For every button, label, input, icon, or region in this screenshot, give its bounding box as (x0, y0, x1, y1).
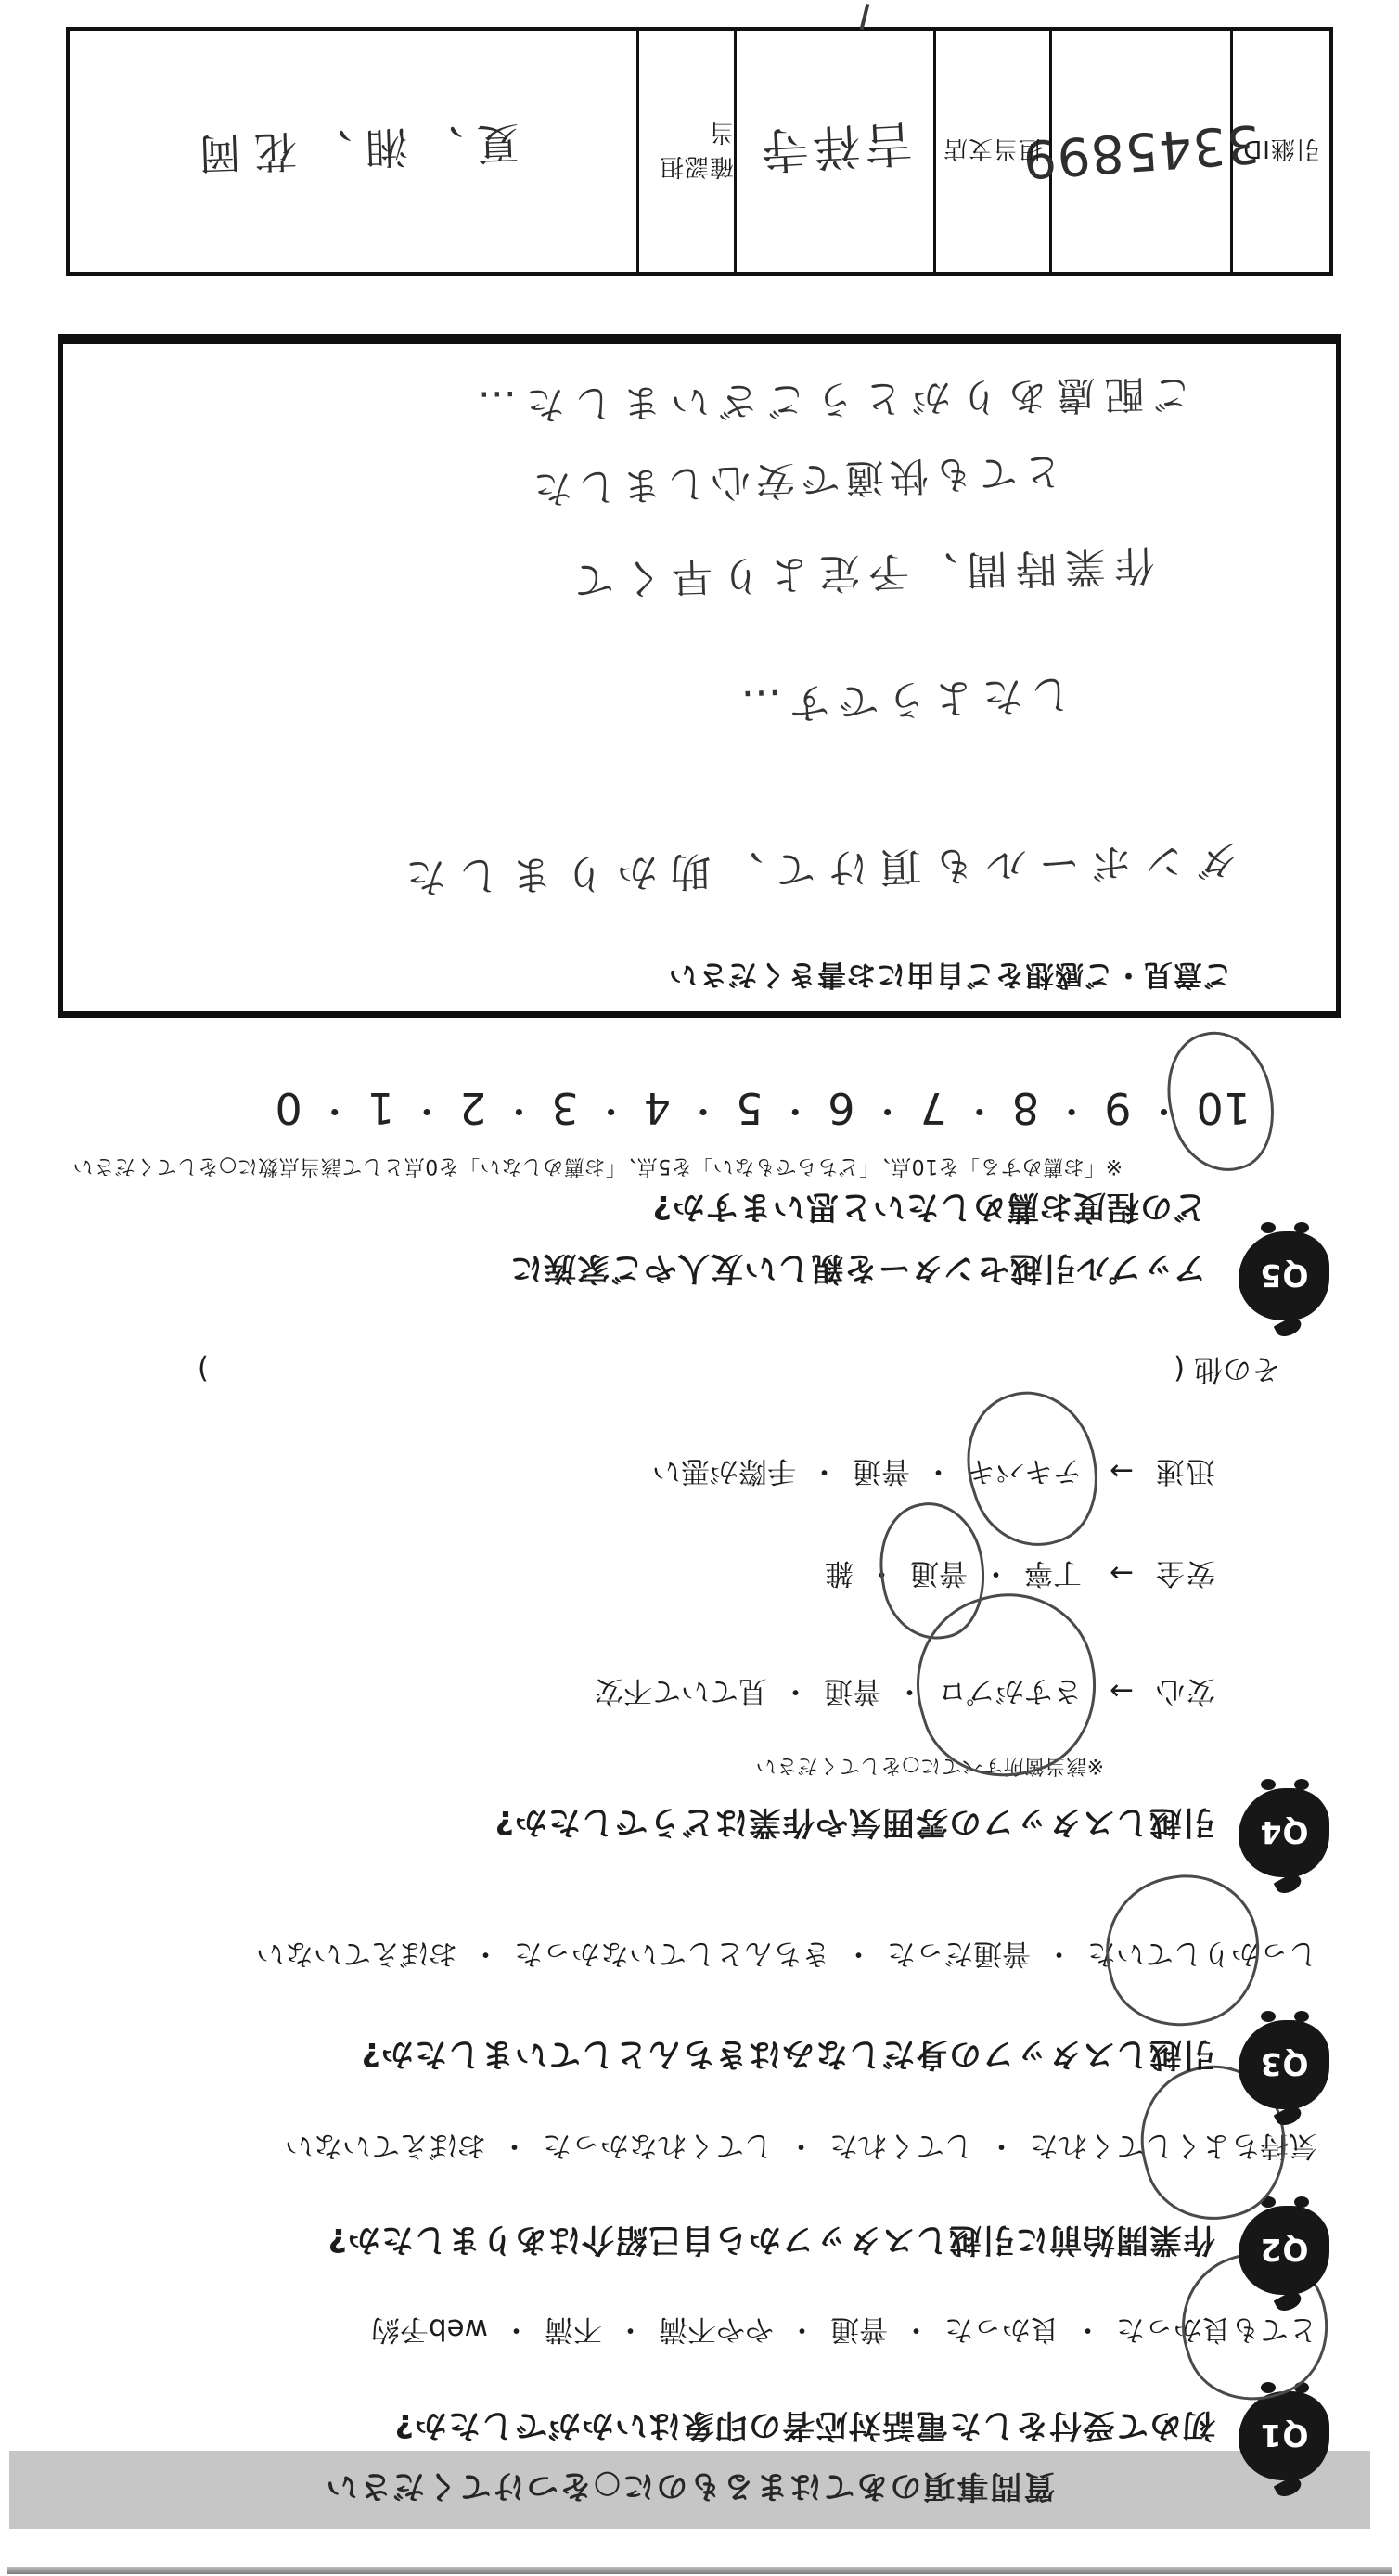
q1-option: 良かった (944, 2312, 1059, 2346)
q1-option: 普通 (830, 2312, 888, 2346)
arrow-right-icon: → (1110, 1674, 1134, 1707)
section-header-title: 質問事項のあてはまるものに○をつけてください (324, 2467, 1056, 2505)
scan-edge-strip (7, 2567, 1392, 2574)
q4-row2-option-selected: テキパキ (967, 1453, 1082, 1495)
comment-box-label: ご意見・ご感想をご自由にお書きください (668, 958, 1232, 991)
q2-option-selected: 気持ちよくしてくれた (1030, 2128, 1317, 2170)
scale-value: 9 (1104, 1083, 1132, 1133)
checker-value: 夏、湘、花岡 (185, 117, 521, 180)
foot-icon (1261, 2196, 1276, 2208)
q2-options: 気持ちよくしてくれた・してくれた・してくれなかった・おぼえていない (285, 2128, 1317, 2170)
q2-option: してくれなかった (543, 2129, 773, 2162)
stray-pen-stroke (860, 4, 870, 30)
q1-title: 初めて受付をした電話対応者の印象はいかがでしたか? (393, 2406, 1215, 2443)
staff-header-table (66, 27, 1333, 276)
branch-label: 担当支店 (943, 135, 1044, 163)
q4-other-row (198, 1351, 1280, 1393)
q1-option: 不満 (545, 2312, 602, 2346)
scale-value: 6 (828, 1083, 855, 1133)
q2-label: Q2 (1259, 2232, 1309, 2269)
q4-row0-option: 見ていて不安 (595, 1674, 768, 1707)
scale-value: 1 (366, 1083, 395, 1133)
q3-label: Q3 (1259, 2046, 1309, 2083)
scale-value: 2 (459, 1083, 487, 1133)
scale-value: 4 (643, 1083, 671, 1133)
q1-label: Q1 (1259, 2417, 1309, 2454)
q5-rating-scale: 10・9・8・7・6・5・4・3・2・1・0 (275, 1083, 1251, 1140)
branch-value: 吉祥寺 (755, 114, 915, 178)
arrow-right-icon: → (1110, 1556, 1134, 1590)
q4-note: ※該当箇所すべてに○をしてください (755, 1754, 1104, 1777)
q4-row0-option-selected: さすがプロ (938, 1673, 1082, 1715)
q4-row2-option: 手際が悪い (652, 1454, 797, 1488)
q3-balloon-icon (1235, 2013, 1329, 2117)
q2-option: してくれた (829, 2129, 973, 2162)
open-paren: ( (1174, 1352, 1186, 1385)
q3-title: 引越しスタッフの身だしなみはきちんとしていましたか? (360, 2035, 1215, 2072)
q4-row-anzen: 安全→丁寧・ 普通・雑 (825, 1555, 1215, 1597)
foot-icon (1294, 2196, 1309, 2208)
comment-box (58, 334, 1341, 1018)
handwritten-line: 作業時間、予定より早くて (564, 540, 1156, 604)
q3-option: おぼえていない (256, 1937, 457, 1970)
handover-id-label: 引継ID (1242, 135, 1320, 163)
q4-row1-option-selected: 普通 (910, 1555, 968, 1597)
handover-id-value: 3345899 (1020, 112, 1263, 190)
handwritten-line: したようです… (733, 669, 1072, 729)
q2-option: おぼえていない (285, 2129, 486, 2162)
foot-icon (1261, 2382, 1276, 2393)
q4-row2-option: 普通 (853, 1454, 911, 1488)
q4-row0-option: 普通 (824, 1674, 882, 1707)
scale-value: 5 (735, 1083, 764, 1133)
scale-value: 0 (275, 1083, 302, 1133)
q1-option-selected: とても良かった (1116, 2312, 1317, 2353)
q3-options: しっかりしていた・普通だった・きちんとしていなかった・おぼえていない (256, 1936, 1317, 1977)
foot-icon (1261, 1222, 1276, 1233)
q3-option: きちんとしていなかった (514, 1937, 830, 1970)
foot-icon (1261, 1779, 1276, 1790)
q4-row-label: 安全 (1154, 1556, 1215, 1590)
q4-row-label: 安心 (1154, 1674, 1215, 1707)
section-header-bar (9, 2451, 1370, 2529)
foot-icon (1261, 2011, 1276, 2022)
q1-option: web予約 (370, 2312, 488, 2346)
foot-icon (1294, 1222, 1309, 1233)
q5-title-line1: アップル引越センターを親しい友人やご家族に (509, 1249, 1206, 1286)
foot-icon (1294, 2382, 1309, 2393)
q4-row-anshin: 安心→ さすがプロ・普通・見ていて不安 (595, 1673, 1215, 1715)
q4-balloon-icon (1235, 1781, 1329, 1885)
q1-balloon-icon (1235, 2384, 1329, 2488)
q5-balloon-icon (1235, 1224, 1329, 1328)
q4-label: Q4 (1259, 1814, 1309, 1851)
handwritten-line: とても快適で安心しました (527, 447, 1063, 513)
scale-value: 3 (551, 1083, 579, 1133)
q4-other-label: その他 (1194, 1352, 1280, 1385)
arrow-right-icon: → (1110, 1454, 1134, 1488)
scale-value: 8 (1011, 1083, 1040, 1133)
q4-row1-option: 丁寧 (1024, 1556, 1083, 1590)
q1-options: とても良かった・良かった・普通・やや不満・不満・web予約 (371, 2312, 1317, 2353)
q5-note: ※「お薦めする」を10点、「どちらでもない」を5点、「お薦めしない」を0点として該当点数に○をしてください (72, 1154, 1123, 1178)
scale-value-selected: 10 (1196, 1083, 1251, 1133)
q2-balloon-icon (1235, 2198, 1329, 2302)
q5-label: Q5 (1259, 1257, 1309, 1294)
q4-row1-option: 雑 (825, 1556, 854, 1590)
handwritten-line: ご配慮ありがとうございました… (468, 370, 1193, 429)
foot-icon (1294, 1779, 1309, 1790)
q3-option: 普通だった (887, 1937, 1031, 1970)
q4-row-jinsoku: 迅速→ テキパキ・普通・手際が悪い (652, 1453, 1215, 1495)
checker-label: 確認担当 (658, 118, 734, 180)
q4-row-label: 迅速 (1154, 1454, 1215, 1488)
q2-title: 作業開始前に引越しスタッフから自己紹介はありましたか? (327, 2221, 1215, 2258)
q5-title-line2: どの程度お薦めしたいと思いますか? (651, 1188, 1206, 1225)
foot-icon (1294, 2011, 1309, 2022)
q4-title: 引越しスタッフの雰囲気や作業はどうでしたか? (494, 1803, 1215, 1840)
close-paren: ) (197, 1352, 210, 1385)
q3-option-selected: しっかりしていた (1087, 1936, 1317, 1977)
handwritten-line: ダンボールも頂けて、助かりました (392, 835, 1239, 901)
q1-option: やや不満 (659, 2312, 774, 2346)
scale-value: 7 (919, 1083, 947, 1133)
